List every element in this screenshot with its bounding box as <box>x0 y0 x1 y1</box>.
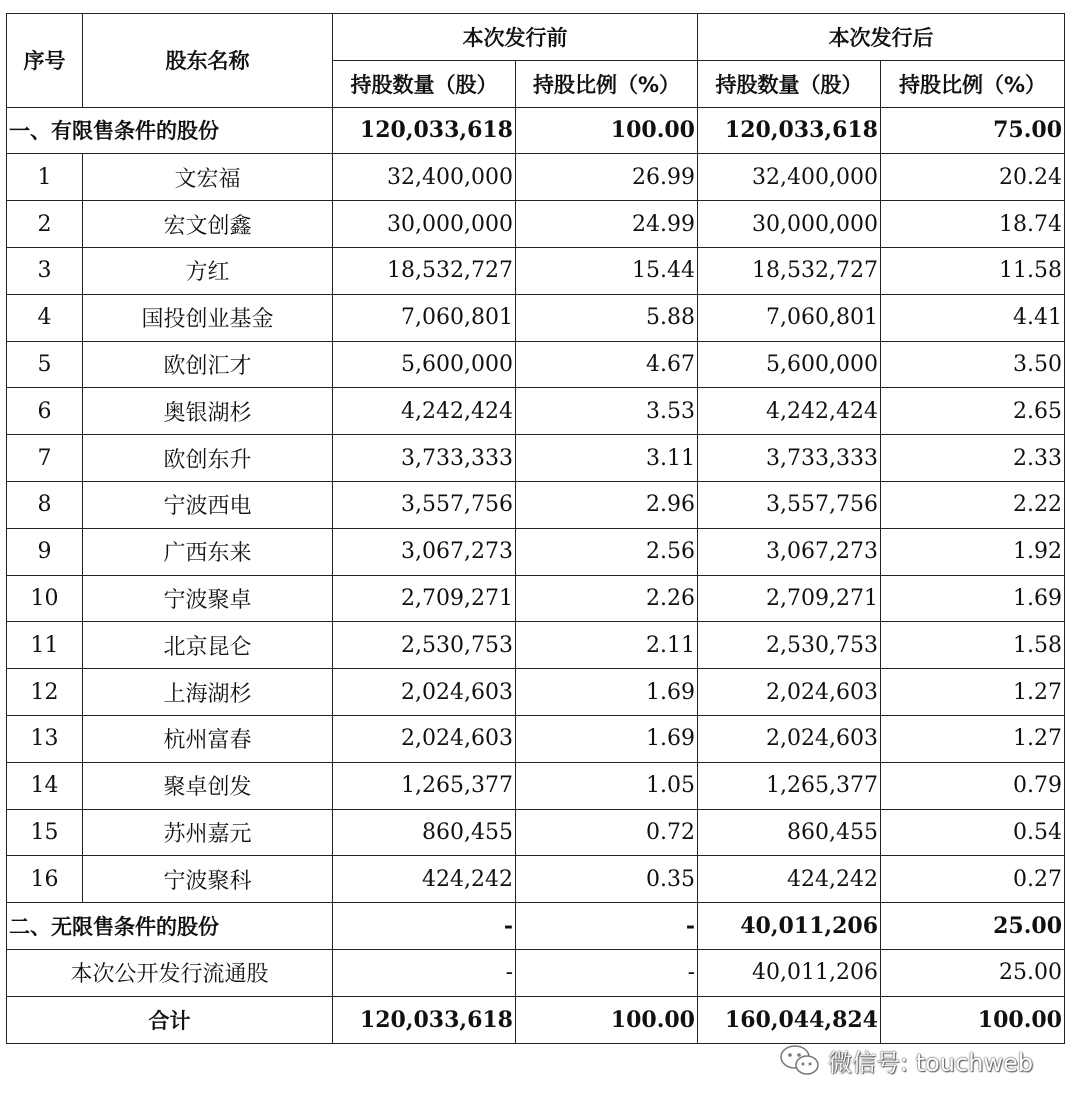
row-no: 4 <box>7 294 83 341</box>
row-after-ratio: 0.54 <box>881 809 1065 856</box>
row-before-ratio: 0.35 <box>516 856 698 903</box>
row-before-ratio: 26.99 <box>516 154 698 201</box>
table-row <box>7 154 1065 201</box>
row-before-ratio: 24.99 <box>516 201 698 248</box>
watermark-text: 微信号: touchweb <box>828 1048 1034 1077</box>
row-no: 15 <box>7 809 83 856</box>
total-after-ratio: 100.00 <box>881 996 1065 1043</box>
restricted-before-shares: 120,033,618 <box>333 107 516 154</box>
public-float-after-ratio: 25.00 <box>881 949 1065 996</box>
row-before-ratio: 15.44 <box>516 247 698 294</box>
row-name: 欧创东升 <box>83 435 333 482</box>
row-after-shares: 30,000,000 <box>698 201 881 248</box>
row-before-shares: 7,060,801 <box>333 294 516 341</box>
row-before-shares: 3,067,273 <box>333 528 516 575</box>
row-after-ratio: 20.24 <box>881 154 1065 201</box>
row-after-ratio: 3.50 <box>881 341 1065 388</box>
row-before-shares: 30,000,000 <box>333 201 516 248</box>
row-name: 苏州嘉元 <box>83 809 333 856</box>
row-name: 奥银湖杉 <box>83 388 333 435</box>
row-before-shares: 2,709,271 <box>333 575 516 622</box>
row-no: 13 <box>7 715 83 762</box>
total-row <box>7 996 1065 1043</box>
row-name: 上海湖杉 <box>83 669 333 716</box>
table-row <box>7 341 1065 388</box>
header-seq: 序号 <box>7 14 83 108</box>
row-before-shares: 18,532,727 <box>333 247 516 294</box>
row-after-shares: 2,709,271 <box>698 575 881 622</box>
row-name: 杭州富春 <box>83 715 333 762</box>
row-name: 宁波西电 <box>83 481 333 528</box>
table-row <box>7 481 1065 528</box>
table-row <box>7 669 1065 716</box>
table-row <box>7 856 1065 903</box>
row-no: 12 <box>7 669 83 716</box>
header-after: 本次发行后 <box>698 14 1065 61</box>
watermark <box>778 1043 1033 1077</box>
row-before-shares: 5,600,000 <box>333 341 516 388</box>
row-name: 聚卓创发 <box>83 762 333 809</box>
row-before-ratio: 3.53 <box>516 388 698 435</box>
row-before-ratio: 4.67 <box>516 341 698 388</box>
row-before-shares: 2,530,753 <box>333 622 516 669</box>
unrestricted-row <box>7 903 1065 950</box>
table-row <box>7 809 1065 856</box>
row-before-shares: 3,557,756 <box>333 481 516 528</box>
public-float-label: 本次公开发行流通股 <box>7 949 333 996</box>
row-after-ratio: 2.65 <box>881 388 1065 435</box>
row-name: 宏文创鑫 <box>83 201 333 248</box>
unrestricted-before-shares: - <box>333 903 516 950</box>
total-after-shares: 160,044,824 <box>698 996 881 1043</box>
unrestricted-after-shares: 40,011,206 <box>698 903 881 950</box>
row-after-ratio: 1.92 <box>881 528 1065 575</box>
row-before-ratio: 1.69 <box>516 669 698 716</box>
header-before-ratio: 持股比例（%） <box>516 60 698 107</box>
row-after-shares: 2,024,603 <box>698 669 881 716</box>
row-after-ratio: 2.33 <box>881 435 1065 482</box>
row-no: 9 <box>7 528 83 575</box>
row-before-ratio: 2.26 <box>516 575 698 622</box>
row-after-shares: 7,060,801 <box>698 294 881 341</box>
header-after-shares: 持股数量（股） <box>698 60 881 107</box>
total-before-ratio: 100.00 <box>516 996 698 1043</box>
row-no: 10 <box>7 575 83 622</box>
public-float-before-shares: - <box>333 949 516 996</box>
row-name: 欧创汇才 <box>83 341 333 388</box>
row-before-shares: 2,024,603 <box>333 669 516 716</box>
row-name: 文宏福 <box>83 154 333 201</box>
row-no: 7 <box>7 435 83 482</box>
row-no: 1 <box>7 154 83 201</box>
table-row <box>7 388 1065 435</box>
table-row <box>7 575 1065 622</box>
public-float-after-shares: 40,011,206 <box>698 949 881 996</box>
row-after-ratio: 0.79 <box>881 762 1065 809</box>
wechat-icon <box>778 1043 822 1077</box>
table-row <box>7 294 1065 341</box>
shareholding-table <box>6 13 1065 1044</box>
row-after-shares: 18,532,727 <box>698 247 881 294</box>
table-row <box>7 528 1065 575</box>
row-before-ratio: 5.88 <box>516 294 698 341</box>
row-before-shares: 1,265,377 <box>333 762 516 809</box>
row-no: 16 <box>7 856 83 903</box>
header-before-shares: 持股数量（股） <box>333 60 516 107</box>
row-after-ratio: 1.69 <box>881 575 1065 622</box>
row-after-shares: 860,455 <box>698 809 881 856</box>
table-row <box>7 622 1065 669</box>
header-name: 股东名称 <box>83 14 333 108</box>
header-before: 本次发行前 <box>333 14 698 61</box>
row-before-shares: 4,242,424 <box>333 388 516 435</box>
row-before-ratio: 0.72 <box>516 809 698 856</box>
row-name: 广西东来 <box>83 528 333 575</box>
row-no: 5 <box>7 341 83 388</box>
total-label: 合计 <box>7 996 333 1043</box>
row-after-ratio: 18.74 <box>881 201 1065 248</box>
row-after-ratio: 4.41 <box>881 294 1065 341</box>
row-no: 2 <box>7 201 83 248</box>
restricted-row <box>7 107 1065 154</box>
row-no: 3 <box>7 247 83 294</box>
row-before-ratio: 2.96 <box>516 481 698 528</box>
row-no: 8 <box>7 481 83 528</box>
row-before-ratio: 2.56 <box>516 528 698 575</box>
row-before-shares: 32,400,000 <box>333 154 516 201</box>
row-after-shares: 424,242 <box>698 856 881 903</box>
row-after-shares: 5,600,000 <box>698 341 881 388</box>
row-after-shares: 3,733,333 <box>698 435 881 482</box>
unrestricted-label: 二、无限售条件的股份 <box>7 903 333 950</box>
row-after-shares: 3,067,273 <box>698 528 881 575</box>
row-after-shares: 3,557,756 <box>698 481 881 528</box>
header-row-1 <box>7 14 1065 61</box>
row-after-ratio: 1.27 <box>881 715 1065 762</box>
header-after-ratio: 持股比例（%） <box>881 60 1065 107</box>
row-name: 宁波聚科 <box>83 856 333 903</box>
row-before-ratio: 1.69 <box>516 715 698 762</box>
public-float-before-ratio: - <box>516 949 698 996</box>
row-before-shares: 2,024,603 <box>333 715 516 762</box>
row-after-shares: 4,242,424 <box>698 388 881 435</box>
total-before-shares: 120,033,618 <box>333 996 516 1043</box>
row-after-ratio: 0.27 <box>881 856 1065 903</box>
table-row <box>7 201 1065 248</box>
row-after-shares: 32,400,000 <box>698 154 881 201</box>
unrestricted-after-ratio: 25.00 <box>881 903 1065 950</box>
restricted-after-ratio: 75.00 <box>881 107 1065 154</box>
row-name: 宁波聚卓 <box>83 575 333 622</box>
table-row <box>7 435 1065 482</box>
table-row <box>7 715 1065 762</box>
restricted-before-ratio: 100.00 <box>516 107 698 154</box>
row-no: 14 <box>7 762 83 809</box>
table-row <box>7 247 1065 294</box>
row-no: 11 <box>7 622 83 669</box>
row-after-ratio: 1.58 <box>881 622 1065 669</box>
restricted-label: 一、有限售条件的股份 <box>7 107 333 154</box>
row-after-ratio: 2.22 <box>881 481 1065 528</box>
row-name: 方红 <box>83 247 333 294</box>
row-after-shares: 2,024,603 <box>698 715 881 762</box>
row-name: 国投创业基金 <box>83 294 333 341</box>
row-before-shares: 424,242 <box>333 856 516 903</box>
row-after-ratio: 1.27 <box>881 669 1065 716</box>
row-before-ratio: 1.05 <box>516 762 698 809</box>
row-after-shares: 2,530,753 <box>698 622 881 669</box>
unrestricted-before-ratio: - <box>516 903 698 950</box>
row-before-shares: 860,455 <box>333 809 516 856</box>
row-before-shares: 3,733,333 <box>333 435 516 482</box>
restricted-after-shares: 120,033,618 <box>698 107 881 154</box>
public-float-row <box>7 949 1065 996</box>
row-after-ratio: 11.58 <box>881 247 1065 294</box>
row-before-ratio: 2.11 <box>516 622 698 669</box>
row-before-ratio: 3.11 <box>516 435 698 482</box>
row-after-shares: 1,265,377 <box>698 762 881 809</box>
row-name: 北京昆仑 <box>83 622 333 669</box>
table-row <box>7 762 1065 809</box>
row-no: 6 <box>7 388 83 435</box>
